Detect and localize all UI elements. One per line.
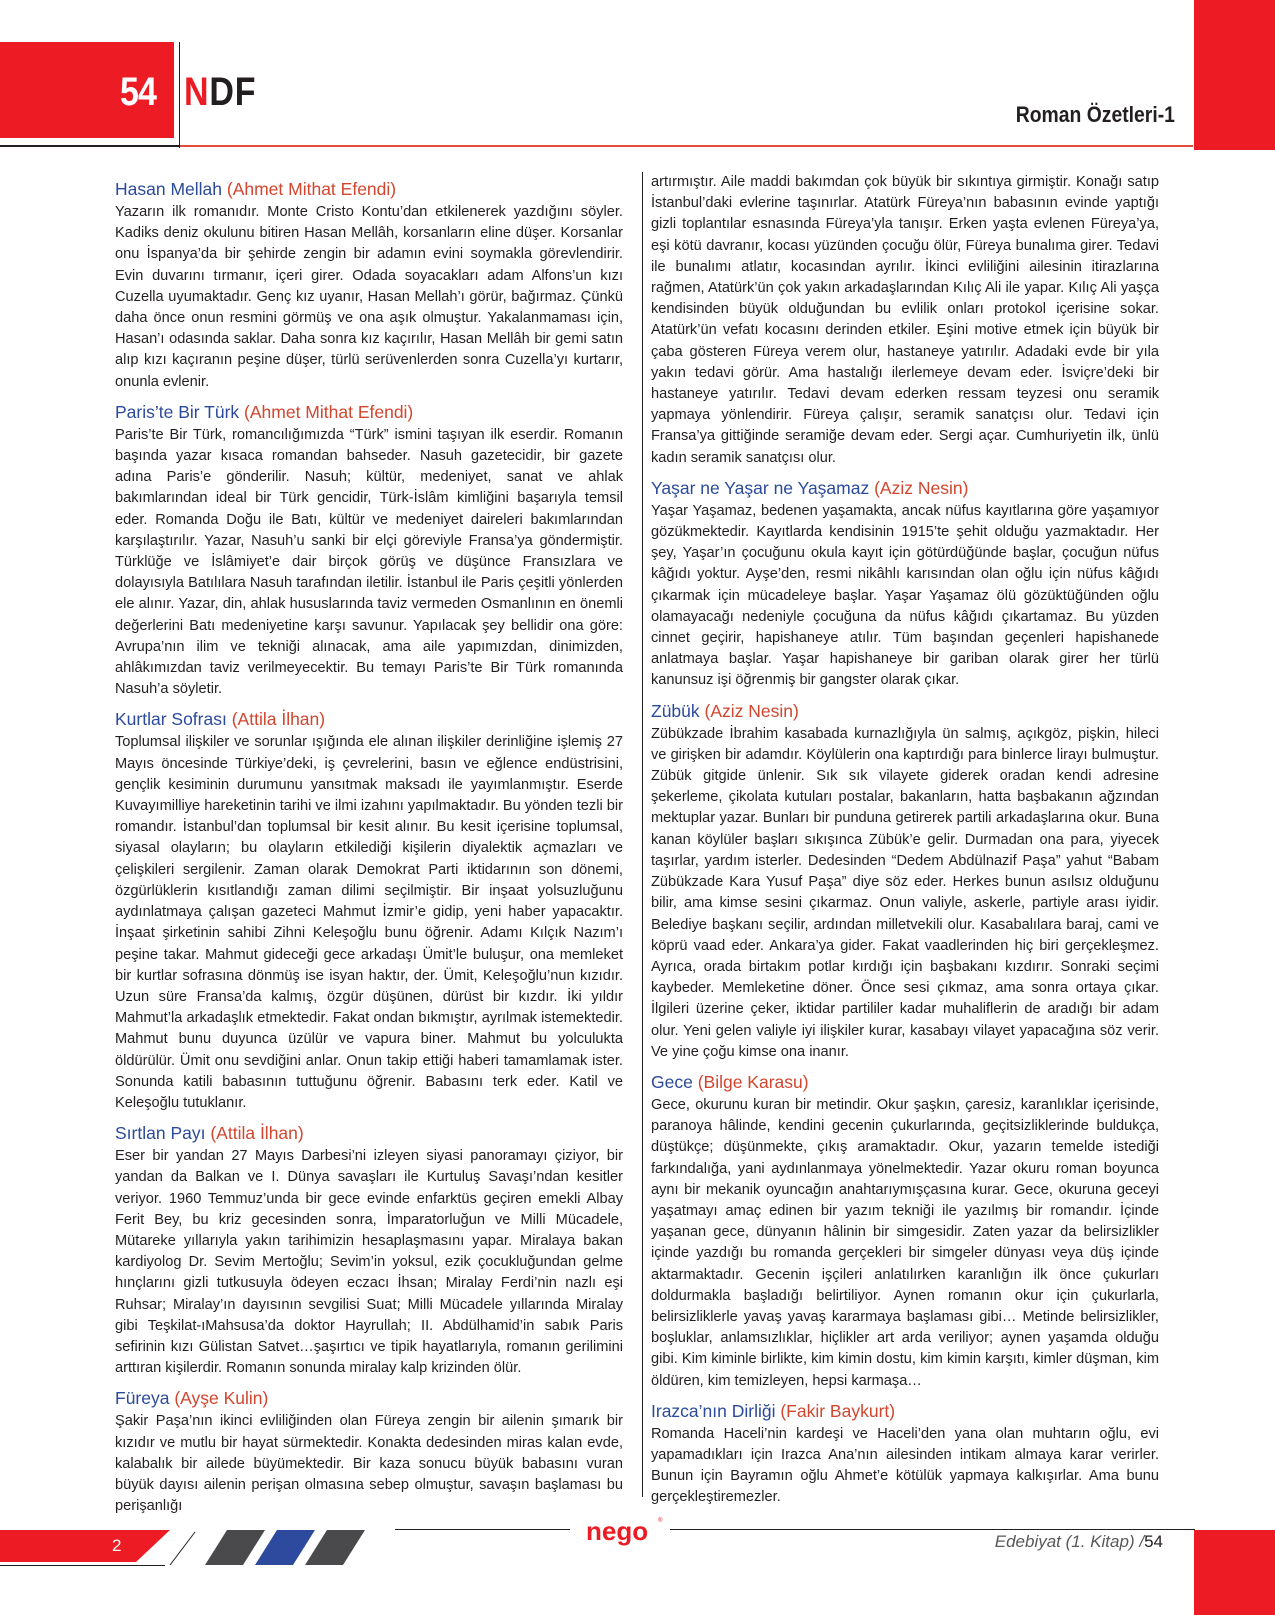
novel-title: Kurtlar Sofrası: [115, 709, 227, 730]
column-divider: [642, 172, 643, 1497]
entry-heading: [651, 1400, 1159, 1422]
novel-author: (Fakir Baykurt): [780, 1400, 896, 1421]
novel-entry: [651, 1071, 1159, 1392]
novel-title: Yaşar ne Yaşar ne Yaşamaz: [651, 477, 870, 498]
brand-letter-n: N: [184, 70, 210, 114]
entry-heading: [115, 178, 623, 200]
novel-author: (Ayşe Kulin): [174, 1388, 269, 1409]
novel-title: Zübük: [651, 700, 700, 721]
novel-author: (Ahmet Mithat Efendi): [244, 401, 414, 422]
book-title: Edebiyat (1. Kitap): [994, 1532, 1135, 1551]
novel-summary: Romanda Haceli’nin kardeşi ve Haceli’den yana olan muhtarın oğlu, evi yapamadıkları için Irazca Ana’nın ailesinden intikam almaya karar verirler. Bunun için Bayramın oğlu Ahmet’e kötülük yapmaya kalkışırlar. Ama bunu gerçekleştiremezler.: [651, 1425, 1159, 1506]
novel-summary: Zübükzade İbrahim kasabada kurnazlığıyla ün salmış, açıkgöz, pişkin, hileci ve girişken bir adamdır. Köylülerin ona kaptırdığı para binlerce lirayı bulmuştur. Zübük gitgide ünlenir. Sık sık vilayete giderek oradan kendi adresine şekerleme, çikolata kutuları postalar, bakanların, hatta başbakanın ağzından mektuplar yazar. Bunları bir punduna getirerek partili arkadaşlarına okur. Buna kanan köylüler başları sıkışınca Zübük’e gelir. Durmadan ona para, yiyecek taşırlar, yardım isterler. Dedesinden “Dedem Abdülnazif Paşa” yahut “Babam Zübükzade Kara Yusuf Paşa” diye söz eder. Herkes bunun asılsız olduğunu bilir, ama kimse sesini çıkarmaz. Onun valiyle, askerle, partiyle arası iyidir. Belediye başkanı seçilir, ardından milletvekili olur. Kasabalılara baraj, cami ve köprü vaad eder. Ankara’ya gider. Fakat vaadlerinden hiç biri gerçekleşmez. Ayrıca, orada birtakım potlar kırdığı için başbakanı kızdırır. Sonraki seçimi kaybeder. Memleketine döner. Önce sesi çıkmaz, ama sonra ortaya çıkar. İlgileri üzerine çeker, iktidar partililer kadar muhaliflerin de aradığı bir adam olur. Yeni gelen valiyle iyi ilişkiler kurar, kasabayı vilayet yapacağına söz verir. Ve yine çoğu kimse ona inanır.: [651, 725, 1159, 1060]
svg-text:®: ®: [658, 1518, 663, 1524]
novel-entry: [651, 700, 1159, 1063]
entry-heading: [651, 477, 1159, 499]
novel-title: Hasan Mellah: [115, 179, 222, 199]
novel-author: (Bilge Karasu): [697, 1071, 809, 1092]
novel-summary: Yazarın ilk romanıdır. Monte Cristo Kontu’dan etkilenerek yazdığını söyler. Kadiks deniz okulunu bitiren Hasan Mellâh, korsanların eline düşer. Korsanlar onu İspanya’da bir şehirde zengin bir adamın evini soymakla görevlendirir. Evin duvarını tırmanır, içeri girer. Odada soyacakları adam Alfons’un kızı Cuzella uyumaktadır. Genç kız uyanır, Hasan Mellah’ı görür, bağırmaz. Çünkü daha önce onun resmini görmüş ve ona aşık olmuştur. Yakalanmaması için, Hasan’ı odasında saklar. Daha sonra kız kaçırılır, Hasan Mellâh bir gemi satın alıp kızı kaçıranın peşine düşer, türlü serüvenlerden sonra Cuzella’yı kurtarır, onunla evlenir.: [115, 204, 623, 390]
novel-title: Sırtlan Payı: [115, 1123, 206, 1144]
footer-separator: /: [1139, 1532, 1145, 1551]
novel-entry: [115, 1122, 623, 1379]
novel-summary: artırmıştır. Aile maddi bakımdan çok büyük bir sıkıntıya girmiştir. Konağı satıp İstanbul’daki evlerine taşınırlar. Atatürk Füreya’nın babasının evinde yaptığı gizli toplantılar esnasında Füreya’yla tanışır. Erken yaşta evlenen Füreya’ya, eşi kötü davranır, kocası yüzünden çocuğu ölür, Füreya bunalıma girer. Tedavi ile bunalımı atlatır, kocasından ayrılır. İkinci evliliğini ailesinin itirazlarına rağmen, Atatürk’ün çok yakın arkadaşlarından Kılıç Ali ile yapar. Kılıç Ali yaşça kendisinden büyük olduğundan bu evlilik onları protokol içerisine sokar. Atatürk’ün vefatı kocasını derinden etkiler. Eşini motive etmek için büyük bir çaba gösteren Füreya verem olur, hastaneye yatırılır. Adadaki evde bir yıla yakın tedavi görür. Ama hastalığı ilerlemeye devam eder. İsviçre’deki bir hastaneye yatırılır. Tedavi devam ederken ressam teyzesi onu seramik yapmaya yönlendirir. Füreya çalışır, seramik sanatçısı olur. Tedavi için Fransa’ya gittiğinde seramiğe devam eder. Sergi açar. Cumhuriyetin ilk, ünlü kadın seramik sanatçısı olur.: [651, 174, 1159, 466]
brand-letters: DF: [209, 70, 257, 114]
novel-summary: Eser bir yandan 27 Mayıs Darbesi’ni izleyen siyasi panoramayı çiziyor, bir yandan da Balkan ve I. Dünya savaşları ile Kurtuluş Savaşı’ndan kesitler veriyor. 1960 Temmuz’unda bir gece evinde enfarktüs geçiren emekli Albay Ferit Bey, bu kriz gecesinden sonra, İmparatorluğun ve Milli Mücadele, Mütareke yıllarıyla yakın tarihimizin hesaplaşmasını yapar. Miralaya bakan kardiyolog Dr. Sevim Mertoğlu; Sevim’in yoksul, ezik çocukluğundan gelme hınçlarını gizli tutkusuyla ödeyen eczacı İhsan; Miralay Ferdi’nin nazlı eşi Ruhsar; Miralay’ın dayısının sevgilisi Suat; Milli Mücadele yıllarında Miralay gibi Teşkilat-ıMahsusa’da doktor Hayrullah; II. Abdülhamid’in sabık Paris sefirinin kızı Gülistan Satvet…şaşırtıcı ve tipik hayatlarıyla, romanın gerilimini arttıran kişilerdir. Romanın sonunda miralay kalp krizinden ölür.: [115, 1148, 623, 1377]
novel-entry: [651, 477, 1159, 692]
brand-logo: [184, 70, 256, 115]
header-rule: [180, 145, 1193, 147]
right-column: [651, 172, 1159, 1517]
footer-page-number: 54: [1144, 1532, 1163, 1551]
novel-summary: Toplumsal ilişkiler ve sorunlar ışığında ele alınan ilişkiler derinliğine işlemiş 27 Mayıs öncesinde Türkiye’deki, iş çevrelerini, basın ve eğlence endüstrisini, gençlik kesiminin durumunu yansıtmak maksadı ile yayımlanmıştır. Eserde Kuvayımilliye hareketinin tarihi ve ilmi izahını yapılmaktadır. Bu yönden tezli bir romandır. İstanbul’dan toplumsal bir kesit alınır. Bu kesit içerisine toplumsal, siyasal olayların; bu olayların etkilediği kişilerin diyalektik açmazları ve çelişkileri sergilenir. Zaman olarak Demokrat Parti iktidarının son dönemi, özgürlüklerin kısıtlandığı zaman dilimi seçilmiştir. Bir inşaat yolsuzluğunu aydınlatmaya çalışan gazeteci Mahmut İzmir’e gidip, yeni haber yapacaktır. İnşaat şirketinin sahibi Zihni Keleşoğlu bunu öğrenir. Adamı Kılçık Nazım’ı peşine takar. Mahmut gideceği gece arkadaşı Ümit’le buluşur, ona memleket bir kurtlar sofrasına dönmüş ise isyan haktır, der. Ümit, Keleşoğlu’nun kızıdır. Uzun süre Fransa’da kalmış, özgür düşünen, dürüst bir kızdır. İki yıldır Mahmut’la arkadaşlık etmektedir. Fakat ondan bıkmıştır, ayrılmak istemektedir. Mahmut bunu duyunca üzülür ve vapura biner. Mahmut bu yolculukta öldürülür. Ümit onu sevdiğini anlar. Onun takip ettiği haberi tamamlamak ister. Sonunda katili babasının tuttuğunu öğrenir. Babasını terk eder. Katil ve Keleşoğlu tutuklanır.: [115, 734, 623, 1111]
footer-rule-right: [670, 1529, 1195, 1530]
entry-heading: [115, 1387, 623, 1409]
novel-title: Paris’te Bir Türk: [115, 401, 240, 422]
footer-book-label: [995, 1532, 1163, 1552]
novel-entry-continued: [651, 172, 1159, 469]
novel-author: (Aziz Nesin): [704, 700, 799, 721]
novel-summary: Gece, okurunu kuran bir metindir. Okur şaşkın, çaresiz, karanlıklar içerisinde, paranoya hâlinde, kendini gecenin çukurlarında, geçitsizliklerinde buldukça, düştükçe; düşünmekte, çıkış aramaktadır. Okur, yazarın temelde istediği farkındalığa, yani aydınlanmaya yönelmektedir. Yazar okuru roman boyunca aynı bir mekanik oyuncağın anahtarıymışçasına kurar. Gece, okuruna geceyi yaşatmayı amaç edinen bir yazım tekniği ile yazılmış bir romandır. İçinde yaşanan gece, dünyanın hâlinin bir simgesidir. Zaten yazar da belirsizlikler içinde yazdığı bu romanda gerçekleri bir simgeler dünyası veya düş içinde aktarmaktadır. Gecenin işçileri anlatılırken karanlığın ilk önce çukurları doldurmakla başladığı belirtiliyor. Aynen romanın okur için çukurlarla, belirsizliklerle yavaş yavaş kararmaya başlaması gibi… Metinde belirsizlikler, boşluklar, anlamsızlıklar, hiçlikler art arda veriliyor; aynen yaşamda olduğu gibi. Kim kiminle birlikte, kim kimin dostu, kim kimin karşıtı, kimler düşman, kim öldüren, kim temizleyen, hepsi karmaşa…: [651, 1096, 1159, 1389]
header-divider: [179, 42, 180, 148]
novel-summary: Paris’te Bir Türk, romancılığımızda “Türk” ismini taşıyan ilk eserdir. Romanın başında yazar kısaca romandan bahseder. Nasuh gazetecidir, bir gazete adına Paris’e gönderilir. Nasuh; kültür, medeniyet, sanat ve ahlak bakımlarından ideal bir Türk gencidir, Türk-İslâm kimliğini başarıyla temsil eder. Romanda Doğu ile Batı, kültür ve medeniyet daireleri bakımlarından karşılaştırılır. Yazar, Nasuh’u sanki bir elçi göreviyle Fransa’ya göndermiştir. Türklüğe ve İslâmiyet’e dair birçok görüş ve düşünce Fransızlara ve dolayısıyla Batılılara Nasuh tarafından iletilir. İstanbul ile Paris çeşitli yönlerden ele alınır. Yazar, din, ahlak hususlarında taviz vermeden Osmanlının en önemli değerlerini Batı medeniyetine karşı savunur. Yapılacak şey bellidir ona göre: Avrupa’nın ilim ve tekniği alınacak, ama aile yapımızdan, dinimizden, ahlâkımızdan taviz verilmeyecektir. Bu temayı Paris’te Bir Türk romanında Nasuh’a söyletir.: [115, 426, 623, 698]
header-side-tab: [1194, 0, 1275, 150]
entry-heading: [115, 1122, 623, 1144]
novel-author: (Aziz Nesin): [874, 477, 969, 498]
entry-heading: [651, 700, 1159, 722]
footer-side-tab: [1194, 1530, 1275, 1615]
header-rule-left: [0, 145, 180, 147]
novel-author: (Attila İlhan): [231, 709, 326, 730]
footer-red-tab: [0, 1530, 170, 1562]
footer-rule-left: [395, 1529, 570, 1530]
entry-heading: [651, 1071, 1159, 1093]
novel-entry: [115, 401, 623, 701]
novel-author: (Ahmet Mithat Efendi): [226, 179, 397, 199]
novel-title: Irazca’nın Dirliği: [651, 1400, 776, 1421]
publisher-logo-icon: [580, 1512, 670, 1552]
publisher-logo-text: nego: [586, 1516, 649, 1546]
footer-sheet-number: 2: [112, 1536, 122, 1555]
novel-title: Füreya: [115, 1388, 170, 1409]
entry-heading: [115, 708, 623, 730]
novel-author: (Attila İlhan): [210, 1123, 304, 1144]
novel-summary: Şakir Paşa’nın ikinci evliliğinden olan Füreya zengin bir ailenin şımarık bir kızıdır ve mutlu bir hayat sürmektedir. Konakta dedesinden miras kalan evde, kalabalık bir ailede büyümektedir. Bir kaza sonucu büyük babasını vuran büyük dayısı ailenin perişan olmasına sebep olmuştur, savaşın başlaması bu perişanlığı: [115, 1413, 623, 1515]
novel-entry: [115, 1387, 623, 1517]
left-column: [115, 178, 623, 1525]
novel-entry: [115, 708, 623, 1114]
novel-entry: [115, 178, 623, 393]
novel-title: Gece: [651, 1071, 693, 1092]
header-page-number: 54: [120, 70, 157, 114]
novel-entry: [651, 1400, 1159, 1509]
footer-underline: [0, 1565, 165, 1566]
novel-summary: Yaşar Yaşamaz, bedenen yaşamakta, ancak nüfus kayıtlarına göre yaşamıyor gözükmektedir. Kayıtlarda kendisinin 1915’te şehit olduğu yazmaktadır. Her şey, Yaşar’ın çocuğunu okula kayıt için götürdüğünde başlar, çocuğun nüfus kâğıdı yoktur. Ayşe’den, resmi nikâhlı karısından olan oğlu için nüfus kâğıdı çıkarmak için mücadeleye başlar. Yaşar Yaşamaz ölü gözüktüğünden oğlu olamayacağı nedeniyle çocuğuna da nüfus kâğıdı çıkartamaz. Bu yüzden cinnet geçirir, hapishaneye atılır. Tüm başından geçenleri hapishanede anlatmaya başlar. Yaşar hapishaneye bir gariban olarak girer her türlü kanunsuz işi öğrenmiş bir gangster olarak çıkar.: [651, 502, 1159, 689]
section-title: Roman Özetleri-1: [1015, 102, 1175, 127]
footer-stripes-icon: [165, 1530, 395, 1565]
entry-heading: [115, 401, 623, 423]
